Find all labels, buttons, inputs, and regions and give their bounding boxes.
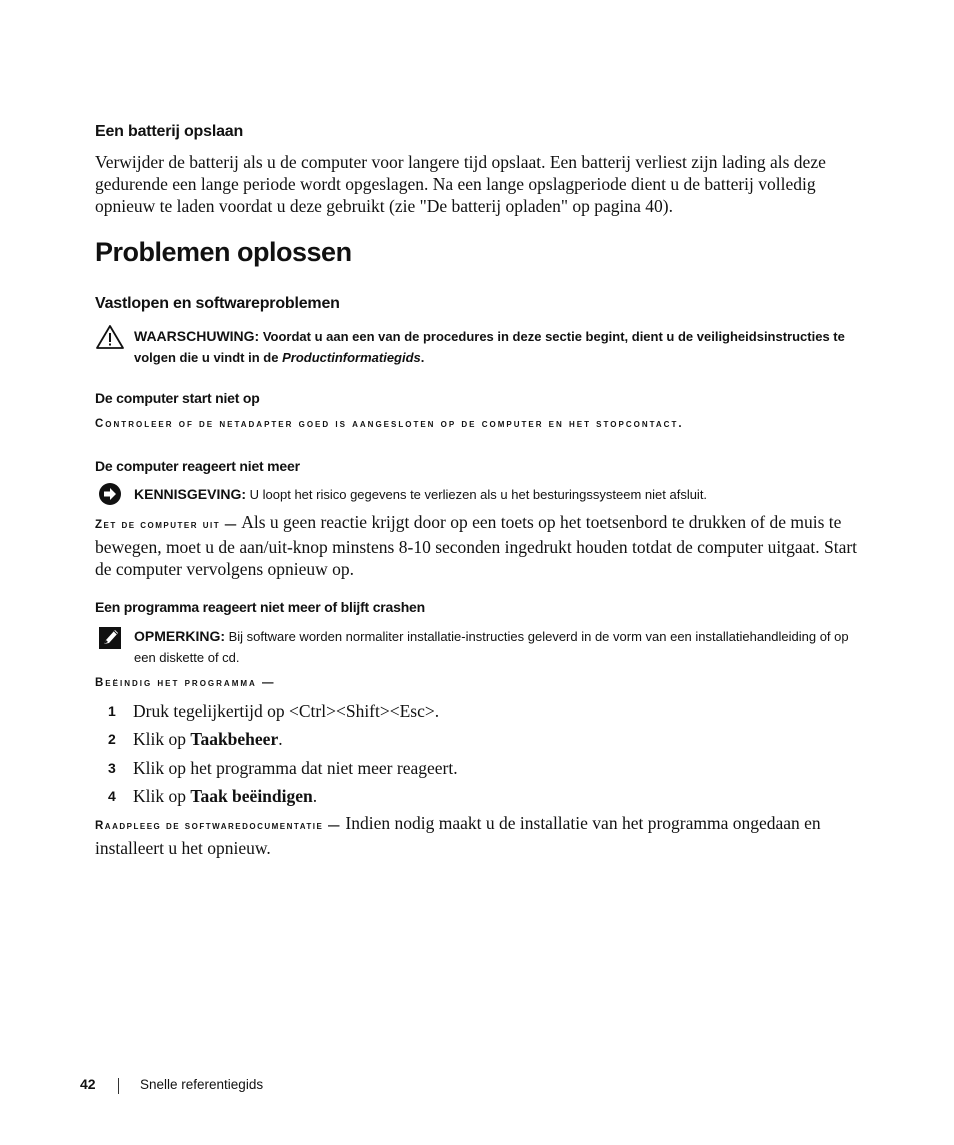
note-label: OPMERKING: [134,628,225,644]
not-responding-heading: De computer reageert niet meer [95,458,300,474]
warning-triangle-icon [95,324,125,350]
step-text-emphasis: Taak beëindigen [190,786,313,806]
list-item [95,757,860,781]
step-number: 3 [108,760,116,776]
step-text [133,785,317,807]
step-text [133,700,439,722]
shutdown-lead: Zet de computer uit — [95,519,238,531]
warning-text [134,326,865,368]
step-text-pre: Klik op [133,786,191,806]
warning-body: Voordat u aan een van de procedures in deze sectie begint, dient u de veiligheidsinstructies te volgen die u vindt in de [134,329,845,365]
battery-heading: Een batterij opslaan [95,123,244,140]
program-crash-heading: Een programma reageert niet meer of blijft crashen [95,599,425,615]
notice-box [95,482,865,508]
battery-paragraph: Verwijder de batterij als u de computer voor langere tijd opslaat. Een batterij verliest zijn lading als deze gedurende een lange periode wordt opgeslagen. Na een lange opslagperiode dient u de batterij volledig opnieuw te laden voordat u deze gebruikt (zie "De batterij opladen" op pagina 40). [95,152,826,216]
end-program-lead: Beëindig het programma — [95,677,276,689]
note-pencil-icon [98,625,128,651]
shutdown-paragraph [95,511,860,580]
step-text-post: . [312,786,318,806]
consult-docs-paragraph [95,812,860,859]
step-number: 1 [108,703,116,719]
no-start-heading: De computer start niet op [95,390,260,406]
step-text-pre: Klik op [133,729,191,749]
warning-box [95,324,865,368]
note-text [134,626,865,668]
notice-text [134,484,865,505]
consult-docs-lead: Raadpleeg de softwaredocumentatie — [95,820,342,832]
step-text [133,728,283,750]
warning-end: . [420,350,425,365]
step-number: 2 [108,731,116,747]
no-start-instruction: Controleer of de netadapter goed is aangesloten op de computer en het stopcontact. [95,418,684,430]
step-text [133,757,458,779]
list-item [95,700,860,724]
freeze-subheading: Vastlopen en softwareproblemen [95,295,340,312]
note-box [95,624,865,668]
step-text-post: . [278,729,283,749]
step-number: 4 [108,788,116,804]
notice-label: KENNISGEVING: [134,486,247,502]
list-item [95,728,860,752]
footer-title: Snelle referentiegids [140,1077,264,1092]
notice-body: U loopt het risico gegevens te verliezen als u het besturingssysteem niet afsluit. [249,487,708,502]
warning-label: WAARSCHUWING: [134,328,260,344]
warning-guide-ref: Productinformatiegids [282,350,421,365]
footer-divider [118,1078,119,1094]
step-text-emphasis: Taakbeheer [190,729,279,749]
notice-arrow-icon [97,482,127,508]
step-text-pre: Klik op het programma dat niet meer reageert. [133,758,458,778]
consult-docs-text: Indien nodig maakt u de installatie van het programma ongedaan en installeert u het opnieuw. [95,813,821,858]
shutdown-text: Als u geen reactie krijgt door op een toets op het toetsenbord te drukken of de muis te bewegen, moet u de aan/uit-knop minstens 8-10 seconden ingedrukt houden totdat de computer uitgaat. Start de computer vervolgens opnieuw op. [95,512,858,579]
troubleshoot-heading: Problemen oplossen [95,237,352,267]
list-item [95,785,860,809]
step-text-pre: Druk tegelijkertijd op <Ctrl><Shift><Esc>. [133,701,440,721]
page-number: 42 [80,1076,96,1092]
note-body: Bij software worden normaliter installatie-instructies geleverd in de vorm van een installatiehandleiding of op een diskette of cd. [134,629,849,665]
